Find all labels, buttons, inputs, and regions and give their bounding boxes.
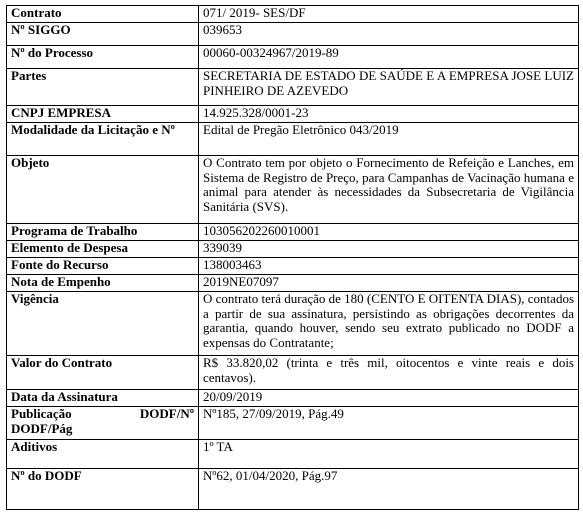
row-value: O contrato terá duração de 180 (CENTO E OITENTA DIAS), contados a partir de sua assinatura, persistindo as obrigações decorrentes da garantia, quando houver, sendo seu extrato publicado no DODF a expensas do Contratante; [199,292,579,356]
table-row [7,390,579,407]
row-value: 071/ 2019- SES/DF [199,6,579,23]
row-label: Vigência [7,292,199,356]
row-value: 00060-00324967/2019-89 [199,46,579,69]
row-value: 1º TA [199,440,579,469]
table-row [7,23,579,46]
row-value: O Contrato tem por objeto o Fornecimento de Refeição e Lanches, em Sistema de Registro de Preço, para Campanhas de Vacinação humana e animal para atender às necessidades da Subsecretaria de Vigilância Sanitária (SVS). [199,156,579,224]
row-label: Nº do DODF [7,469,199,510]
contract-summary-table [6,5,579,510]
row-value: Edital de Pregão Eletrônico 043/2019 [199,123,579,156]
row-label: Contrato [7,6,199,23]
row-value: 339039 [199,241,579,258]
row-value: SECRETARIA DE ESTADO DE SAÚDE E A EMPRESA JOSE LUIZ PINHEIRO DE AZEVEDO [199,69,579,106]
table-row [7,407,579,440]
table-row [7,156,579,224]
table-row [7,224,579,241]
table-row [7,106,579,123]
row-value: 20/09/2019 [199,390,579,407]
table-row [7,275,579,292]
row-label: Objeto [7,156,199,224]
row-value: Nº185, 27/09/2019, Pág.49 [199,407,579,440]
row-value: Nº62, 01/04/2020, Pág.97 [199,469,579,510]
publication-label-number: DODF/Nº [139,406,194,421]
row-label: Data da Assinatura [7,390,199,407]
table-row [7,292,579,356]
row-label: Nº do Processo [7,46,199,69]
row-label [7,407,199,440]
table-row [7,241,579,258]
table-row [7,356,579,390]
table-row [7,469,579,510]
row-value: R$ 33.820,02 (trinta e três mil, oitocentos e vinte reais e dois centavos). [199,356,579,390]
row-value: 2019NE07097 [199,275,579,292]
row-label: Programa de Trabalho [7,224,199,241]
row-label: Elemento de Despesa [7,241,199,258]
row-label: Modalidade da Licitação e Nº [7,123,199,156]
table-row [7,258,579,275]
publication-label: Publicação [11,406,72,421]
table-row [7,123,579,156]
row-label: Partes [7,69,199,106]
row-label: Fonte do Recurso [7,258,199,275]
row-label: Valor do Contrato [7,356,199,390]
table-row [7,440,579,469]
row-value: 138003463 [199,258,579,275]
row-label: Nº SIGGO [7,23,199,46]
row-label: Aditivos [7,440,199,469]
row-value: 103056202260010001 [199,224,579,241]
table-row [7,69,579,106]
table-row [7,6,579,23]
row-value: 14.925.328/0001-23 [199,106,579,123]
row-label: CNPJ EMPRESA [7,106,199,123]
row-label: Nota de Empenho [7,275,199,292]
publication-label-page: DODF/Pág [11,420,73,436]
table-row [7,46,579,69]
row-value: 039653 [199,23,579,46]
